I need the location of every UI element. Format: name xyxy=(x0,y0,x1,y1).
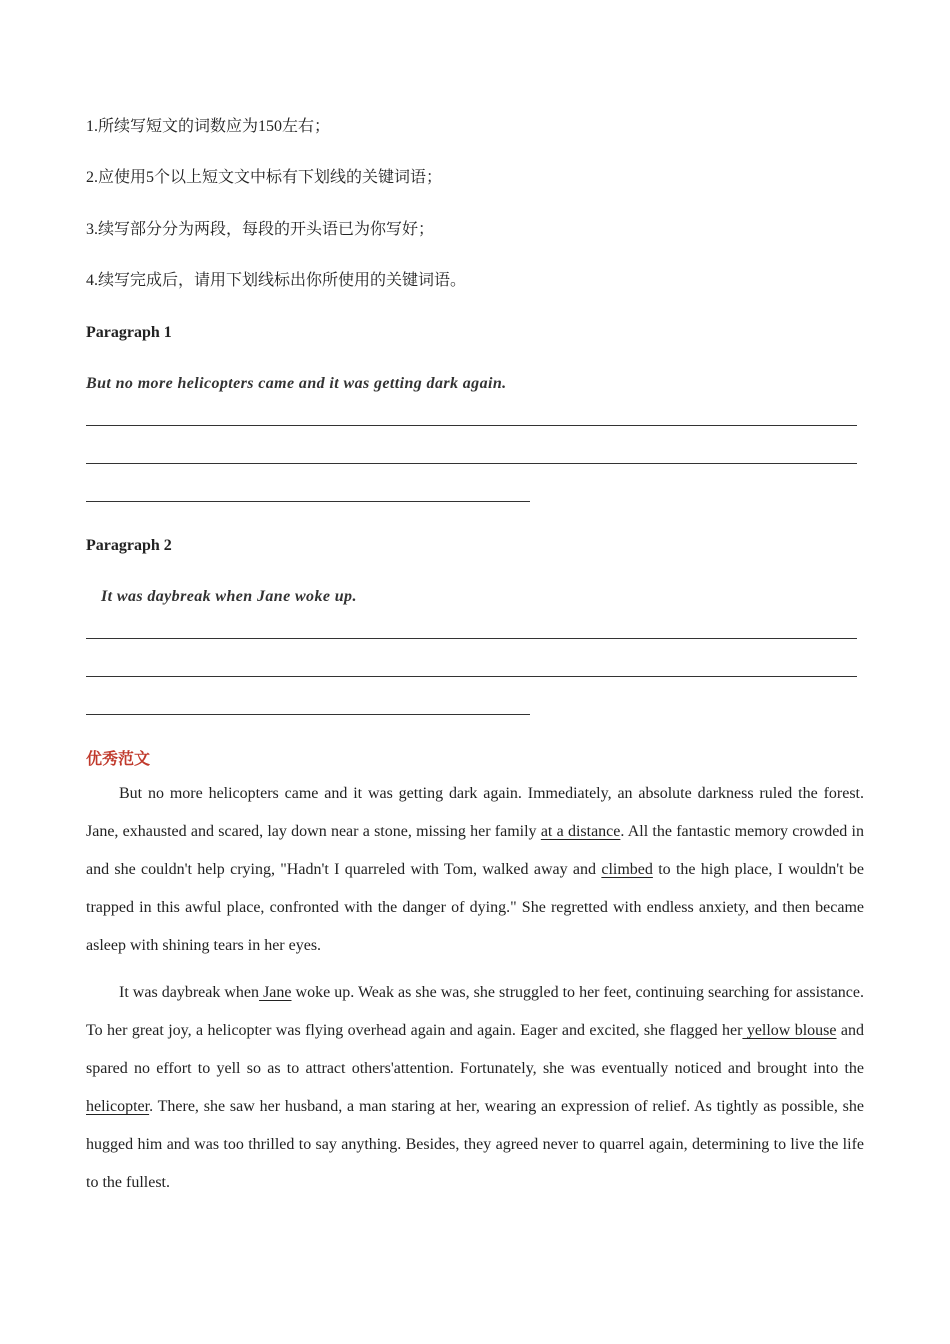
paragraph-2-opener: It was daybreak when Jane woke up. xyxy=(101,588,357,605)
paragraph-2-heading: Paragraph 2 xyxy=(86,537,172,554)
keyword-underlined: Jane xyxy=(259,984,292,1001)
answer-line xyxy=(86,463,857,464)
answer-line xyxy=(86,638,857,639)
paragraph-1-heading: Paragraph 1 xyxy=(86,324,172,341)
essay-text: . There, she saw her husband, a man staring at her, wearing an expression of relief. As tightly as possible, she hugged him and was too thrilled to say anything. Besides, they agreed never to quarrel again, determining to live the life to the fullest. xyxy=(86,1098,864,1191)
sample-paragraph-1 xyxy=(86,775,864,965)
essay-text: and spared no effort to yell so as to attract others'attention. Fortunately, she was eventually noticed and brought into the xyxy=(86,1022,864,1077)
sample-paragraph-2 xyxy=(86,974,864,1202)
essay-text: But no more helicopters came and it was getting dark again. Immediately, an absolute darkness ruled the forest. Jane, exhausted and scared, lay down near a stone, missing her family xyxy=(86,785,864,840)
essay-text: . All the fantastic memory crowded in and she couldn't help crying, "Hadn't I quarreled with Tom, walked away and xyxy=(86,823,865,878)
answer-line xyxy=(86,501,530,502)
keyword-underlined: helicopter xyxy=(86,1098,150,1115)
requirement-2: 2.应使用5个以上短文文中标有下划线的关键词语； xyxy=(86,169,443,186)
paragraph-1-opener: But no more helicopters came and it was getting dark again. xyxy=(86,375,507,392)
requirement-4: 4.续写完成后，请用下划线标出你所使用的关键词语。 xyxy=(86,272,467,289)
keyword-underlined: at a distance xyxy=(540,823,621,840)
answer-line xyxy=(86,676,857,677)
answer-line xyxy=(86,425,857,426)
requirement-1: 1.所续写短文的词数应为150左右； xyxy=(86,118,331,135)
requirement-3: 3.续写部分分为两段，每段的开头语已为你写好； xyxy=(86,221,435,238)
essay-text: to the high place, I wouldn't be trapped in this awful place, confronted with the danger of dying." She regretted with endless anxiety, and then became asleep with shining tears in her eyes. xyxy=(86,861,865,954)
essay-text: woke up. Weak as she was, she struggled to her feet, continuing searching for assistance. To her great joy, a helicopter was flying overhead again and again. Eager and excited, she flagged her xyxy=(86,984,865,1039)
answer-line xyxy=(86,714,530,715)
keyword-underlined: climbed xyxy=(601,861,653,878)
keyword-underlined: yellow blouse xyxy=(742,1022,837,1039)
essay-text: It was daybreak when xyxy=(119,984,260,1001)
sample-essay-heading: 优秀范文 xyxy=(86,751,151,768)
